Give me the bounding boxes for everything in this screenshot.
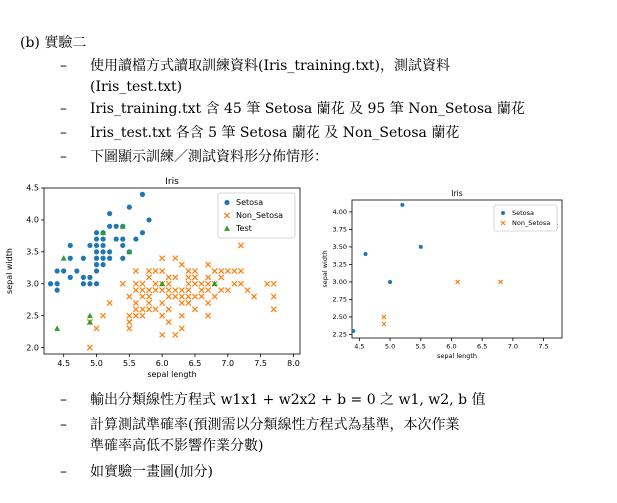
- data-point-setosa: [81, 256, 86, 261]
- y-tick-label: 3.50: [332, 243, 347, 252]
- bullet-line: 如實驗一畫圖(加分): [90, 464, 213, 480]
- data-point-setosa: [68, 256, 73, 261]
- data-point-setosa: [114, 236, 119, 241]
- data-point-setosa: [68, 243, 73, 248]
- data-point-setosa: [68, 275, 73, 280]
- data-point-setosa: [87, 281, 92, 286]
- legend-label: Setosa: [512, 209, 535, 218]
- data-point-setosa: [107, 256, 112, 261]
- data-point-setosa: [133, 236, 138, 241]
- y-tick-label: 3.00: [332, 278, 347, 287]
- legend-label: Test: [236, 224, 252, 234]
- x-tick-label: 4.5: [354, 342, 365, 351]
- legend-marker: [501, 211, 505, 215]
- data-point-setosa: [140, 192, 145, 197]
- data-point-setosa: [81, 275, 86, 280]
- data-point-setosa: [388, 280, 392, 284]
- data-point-setosa: [61, 268, 66, 273]
- data-point-setosa: [100, 249, 105, 254]
- x-tick-label: 7.0: [221, 359, 235, 368]
- data-point-setosa: [100, 243, 105, 248]
- data-point-setosa: [94, 243, 99, 248]
- x-tick-label: 6.0: [446, 342, 457, 351]
- data-point-setosa: [419, 245, 423, 249]
- y-tick-label: 4.5: [26, 183, 39, 193]
- test-scatter-chart: [318, 186, 574, 368]
- bullet-line: 計算測試準確率(預測需以分類線性方程式為基準，本次作業: [90, 417, 460, 433]
- data-point-setosa: [400, 203, 404, 207]
- bullet-line: 下圖顯示訓練／測試資料形分佈情形：: [90, 149, 328, 165]
- data-point-setosa: [140, 230, 145, 235]
- x-tick-label: 7.5: [254, 359, 267, 368]
- x-tick-label: 7.0: [507, 342, 519, 351]
- bullet-dash: –: [60, 392, 67, 408]
- y-tick-label: 3.0: [26, 279, 39, 289]
- x-tick-label: 5.0: [90, 359, 103, 368]
- data-point-setosa: [94, 230, 99, 235]
- data-point-setosa: [55, 268, 60, 273]
- data-point-setosa: [120, 256, 125, 261]
- x-tick-label: 6.5: [188, 359, 202, 368]
- bullet-dash: –: [60, 417, 67, 433]
- data-point-setosa: [81, 281, 86, 286]
- bullet-dash: –: [60, 101, 67, 117]
- y-tick-label: 3.5: [26, 247, 39, 257]
- y-tick-label: 2.50: [332, 313, 347, 322]
- x-tick-label: 5.5: [122, 359, 136, 368]
- legend-marker: [224, 200, 229, 205]
- bullet-line: (Iris_test.txt): [90, 79, 183, 95]
- data-point-setosa: [87, 243, 92, 248]
- bullet-dash: –: [60, 125, 67, 141]
- y-axis-label: sepal width: [321, 250, 329, 288]
- data-point-setosa: [127, 205, 132, 210]
- data-point-setosa: [94, 249, 99, 254]
- data-point-setosa: [94, 256, 99, 261]
- data-point-setosa: [351, 329, 355, 333]
- y-tick-label: 4.00: [332, 208, 347, 217]
- data-point-setosa: [74, 268, 79, 273]
- x-tick-label: 5.5: [415, 342, 426, 351]
- y-tick-label: 3.75: [332, 225, 347, 234]
- y-tick-label: 3.25: [332, 260, 347, 269]
- data-point-setosa: [55, 288, 60, 293]
- x-tick-label: 5.0: [384, 342, 396, 351]
- chart-title: Iris: [451, 189, 463, 198]
- y-tick-label: 4.0: [26, 215, 39, 225]
- data-point-setosa: [107, 249, 112, 254]
- training-scatter-chart: [0, 172, 310, 388]
- legend-label: Non_Setosa: [236, 211, 284, 221]
- data-point-setosa: [100, 256, 105, 261]
- data-point-setosa: [107, 224, 112, 229]
- data-point-setosa: [107, 211, 112, 216]
- x-tick-label: 6.5: [477, 342, 488, 351]
- bullet-dash: –: [60, 464, 67, 480]
- bullet-line: 使用讀檔方式讀取訓練資料(Iris_training.txt)，測試資料: [90, 58, 451, 74]
- y-axis-label: sepal width: [5, 248, 14, 294]
- data-point-setosa: [48, 281, 53, 286]
- bullet-line: Iris_training.txt 含 45 筆 Setosa 蘭花 及 95 筆 Non_Setosa 蘭花: [90, 101, 525, 117]
- data-point-setosa: [120, 243, 125, 248]
- data-point-setosa: [94, 281, 99, 286]
- x-tick-label: 6.0: [155, 359, 169, 368]
- data-point-setosa: [120, 236, 125, 241]
- data-point-setosa: [55, 281, 60, 286]
- bullet-line: Iris_test.txt 各含 5 筆 Setosa 蘭花 及 Non_Setosa 蘭花: [90, 125, 460, 141]
- y-tick-label: 2.5: [26, 311, 39, 321]
- x-tick-label: 4.5: [57, 359, 71, 368]
- legend-label: Non_Setosa: [512, 219, 551, 228]
- bullet-line: 準確率高低不影響作業分數): [90, 438, 264, 454]
- data-point-setosa: [94, 262, 99, 267]
- data-point-setosa: [94, 268, 99, 273]
- data-point-setosa: [87, 275, 92, 280]
- y-tick-label: 2.0: [26, 343, 39, 353]
- y-tick-label: 2.25: [332, 330, 347, 339]
- chart-title: Iris: [165, 177, 179, 187]
- legend-label: Setosa: [236, 198, 264, 208]
- data-point-setosa: [100, 236, 105, 241]
- bullet-dash: –: [60, 149, 67, 165]
- y-tick-label: 2.75: [332, 295, 347, 304]
- bullet-line: 輸出分類線性方程式 w1x1 + w2x2 + b = 0 之 w1, w2, b 值: [90, 392, 486, 408]
- bullet-dash: –: [60, 58, 67, 74]
- data-point-setosa: [94, 236, 99, 241]
- data-point-setosa: [114, 224, 119, 229]
- x-tick-label: 8.0: [287, 359, 300, 368]
- data-point-setosa: [146, 217, 151, 222]
- x-tick-label: 7.5: [538, 342, 549, 351]
- data-point-setosa: [364, 252, 368, 256]
- x-axis-label: sepal length: [147, 370, 197, 379]
- x-axis-label: sepal length: [436, 352, 478, 360]
- data-point-setosa: [100, 262, 105, 267]
- section-heading: (b) 實驗二: [20, 35, 87, 51]
